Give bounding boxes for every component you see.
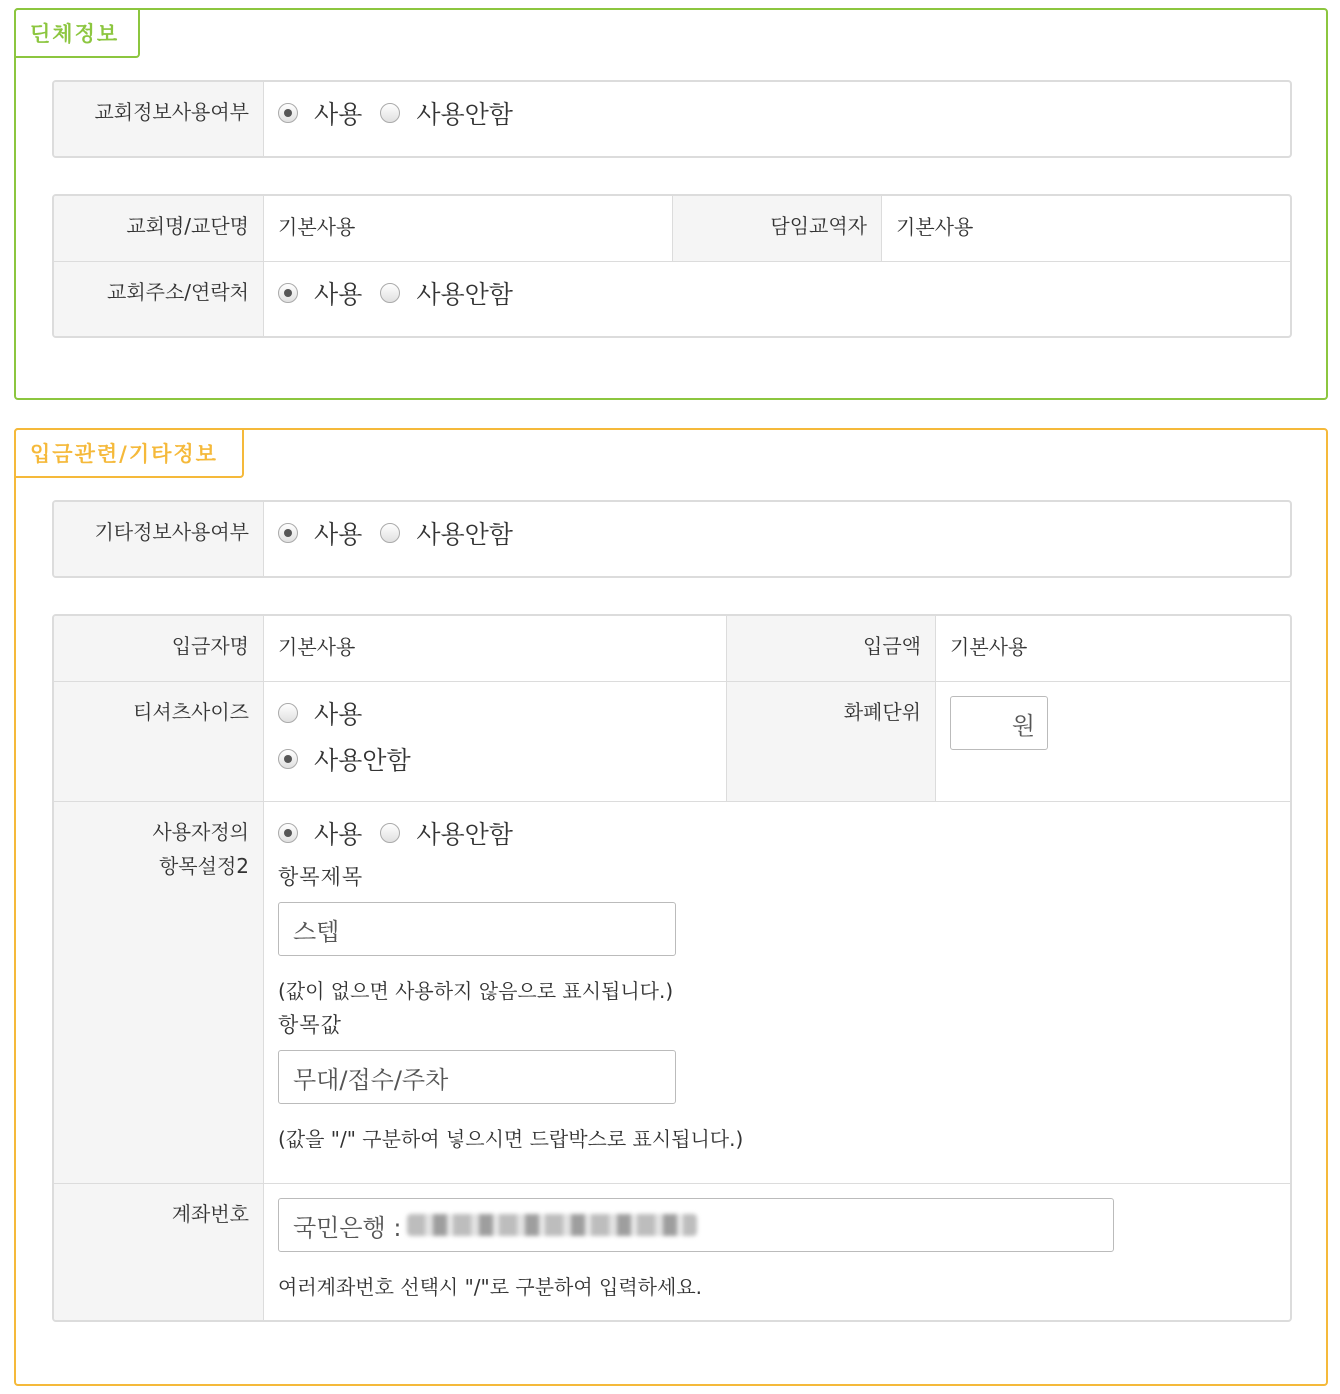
church-info-panel [14,8,1328,400]
table-row: 티셔츠사이즈 사용 사용안함 화폐단위 원 [54,682,1290,802]
radio-not-use[interactable]: 사용안함 [380,815,513,851]
item-value-note: (값을 "/" 구분하여 넣으시면 드랍박스로 표시됩니다.) [278,1127,744,1151]
redacted-blur [407,1214,697,1236]
account-note: 여러계좌번호 선택시 "/"로 구분하여 입력하세요. [278,1275,703,1299]
radio-unchecked-icon[interactable] [380,283,400,303]
radio-checked-icon[interactable] [278,823,298,843]
church-info-tab: 딘체정보 [14,8,140,58]
item-title-note: (값이 없으면 사용하지 않음으로 표시됩니다.) [278,979,674,1003]
item-title-input[interactable]: 스텝 [278,902,676,956]
radio-checked-icon[interactable] [278,749,298,769]
payment-info-panel [14,428,1328,1386]
tshirt-radio-use[interactable]: 사용 [278,696,411,730]
table-row: 입금자명 기본사용 입금액 기본사용 [54,616,1290,682]
payment-detail-table [52,614,1292,1322]
radio-unchecked-icon[interactable] [278,703,298,723]
radio-use[interactable]: 사용 [278,515,362,551]
church-info-use-radio-group [278,96,531,130]
church-info-use-table [52,80,1292,158]
extra-info-use-table [52,500,1292,578]
item-value-label: 항목값 [278,1013,342,1037]
account-number-input[interactable]: 국민은행 : [278,1198,1114,1252]
radio-checked-icon[interactable] [278,283,298,303]
currency-unit-input[interactable]: 원 [950,696,1048,750]
payment-info-tab: 입금관련/기타정보 [14,428,244,478]
extra-info-radio-group [278,516,531,550]
item-title-label: 항목제목 [278,865,364,889]
tshirt-radio-not-use[interactable]: 사용안함 [278,742,411,776]
table-row: 계좌번호 국민은행 : 여러계좌번호 선택시 "/"로 구분하여 입력하세요. [54,1184,1290,1320]
table-row: 교회명/교단명 기본사용 담임교역자 기본사용 [54,196,1290,262]
radio-checked-icon[interactable] [278,103,298,123]
table-row [54,82,1290,156]
church-detail-table [52,194,1292,338]
radio-unchecked-icon[interactable] [380,823,400,843]
radio-unchecked-icon[interactable] [380,103,400,123]
radio-unchecked-icon[interactable] [380,523,400,543]
table-row: 기타정보사용여부 사용 사용안함 [54,502,1290,576]
radio-checked-icon[interactable] [278,523,298,543]
radio-not-use[interactable]: 사용안함 [380,275,513,311]
table-row: 교회주소/연락처 사용 사용안함 [54,262,1290,336]
custom-item-radio-group [278,816,743,850]
item-value-input[interactable]: 무대/접수/주차 [278,1050,676,1104]
table-row: 사용자정의 항목설정2 사용 사용안함 항목제목 스텝 (값이 없으면 사용하지 않음으로 표시됩니다.) 항목값 무대/접수/주차 (값을 "/" 구분하여 넣으시면 드랍박스로 표시됩니다.) [54,802,1290,1184]
radio-not-use[interactable]: 사용안함 [380,95,513,131]
row-label: 교회정보사용여부 [54,82,264,156]
radio-use[interactable]: 사용 [278,275,362,311]
radio-use[interactable]: 사용 [278,815,362,851]
church-address-radio-group [278,276,531,310]
radio-not-use[interactable]: 사용안함 [380,515,513,551]
radio-use[interactable]: 사용 [278,95,362,131]
